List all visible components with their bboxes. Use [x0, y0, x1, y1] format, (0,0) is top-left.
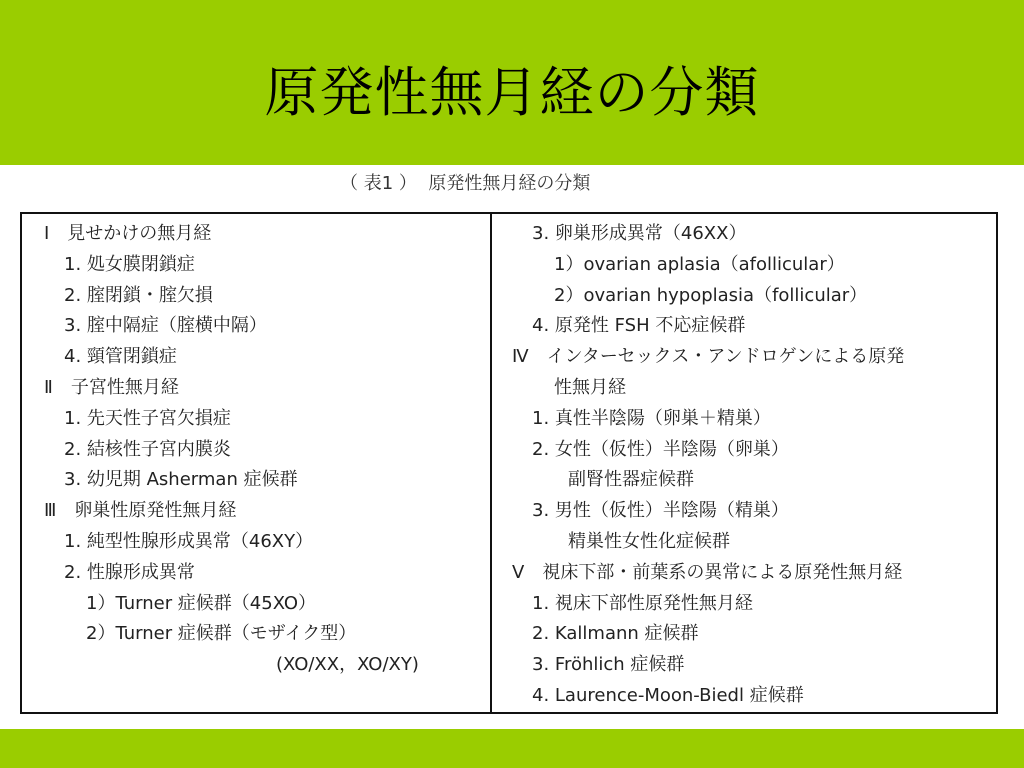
list-item: 2. 女性（仮性）半陰陽（卵巣） — [532, 438, 789, 460]
list-item: 1. 先天性子宮欠損症 — [64, 407, 231, 429]
category-heading: Ⅰ 見せかけの無月経 — [44, 223, 212, 244]
table-caption: （ 表1 ） 原発性無月経の分類 — [340, 173, 591, 194]
sub-list-item-continuation: (XO/XX，XO/XY) — [276, 654, 419, 676]
list-item: 1. 純型性腺形成異常（46XY） — [64, 530, 314, 552]
category-heading: Ⅲ 卵巣性原発性無月経 — [44, 500, 237, 522]
list-item: 3. 男性（仮性）半陰陽（精巣） — [532, 500, 789, 522]
list-item: 3. 幼児期 Asherman 症候群 — [64, 469, 298, 491]
category-heading: Ⅱ 子宮性無月経 — [44, 376, 179, 398]
list-item: 3. 卵巣形成異常（46XX） — [532, 223, 747, 244]
list-item: 3. Fröhlich 症候群 — [532, 654, 685, 676]
list-item-continuation: 精巣性女性化症候群 — [568, 530, 730, 552]
left-column — [44, 219, 484, 681]
list-item: 2. 結核性子宮内膜炎 — [64, 438, 231, 460]
column-divider — [490, 212, 492, 714]
list-item: 2. 腟閉鎖・腟欠損 — [64, 284, 213, 306]
list-item: 2. 性腺形成異常 — [64, 561, 195, 583]
list-item-continuation: 副腎性器症候群 — [568, 469, 694, 491]
slide-title: 原発性無月経の分類 — [264, 61, 760, 124]
list-item: 1. 視床下部性原発性無月経 — [532, 592, 753, 614]
sub-list-item: 2）Turner 症候群（モザイク型） — [86, 623, 357, 645]
sub-list-item: 1）ovarian aplasia（afollicular） — [554, 253, 845, 275]
list-item: 1. 真性半陰陽（卵巣＋精巣） — [532, 407, 771, 429]
footer-banner — [0, 729, 1024, 768]
list-item: 1. 処女膜閉鎖症 — [64, 253, 195, 275]
list-item: 4. 原発性 FSH 不応症候群 — [532, 315, 746, 337]
sub-list-item: 2）ovarian hypoplasia（follicular） — [554, 284, 868, 306]
list-item: 3. 腟中隔症（腟横中隔） — [64, 315, 267, 337]
list-item: 4. 頸管閉鎖症 — [64, 346, 177, 368]
sub-list-item: 1）Turner 症候群（45XO） — [86, 592, 317, 614]
category-heading: Ⅴ 視床下部・前葉系の異常による原発性無月経 — [512, 561, 903, 583]
category-heading: Ⅳ インターセックス・アンドロゲンによる原発 — [512, 346, 905, 368]
list-item: 4. Laurence-Moon-Biedl 症候群 — [532, 684, 804, 706]
right-column — [512, 219, 992, 712]
category-heading-continuation: 性無月経 — [554, 376, 626, 398]
list-item: 2. Kallmann 症候群 — [532, 623, 699, 645]
